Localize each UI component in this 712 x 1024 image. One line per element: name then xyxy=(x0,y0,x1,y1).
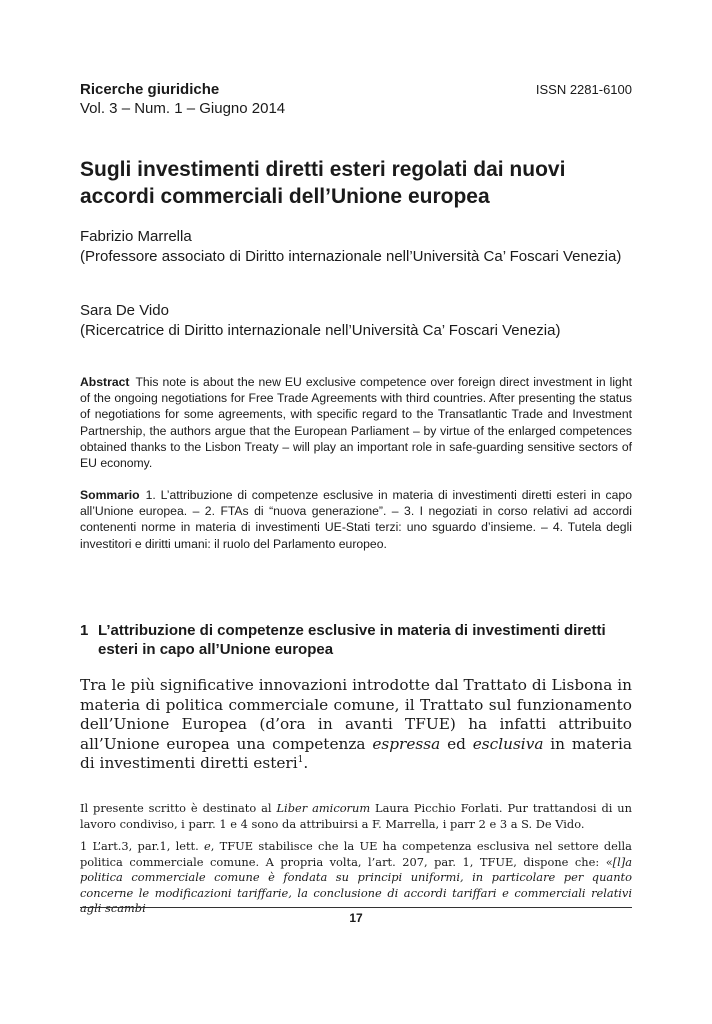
section-heading xyxy=(80,621,632,659)
article-title: Sugli investimenti diretti esteri regolati dai nuovi accordi commerciali dell’Unione europea xyxy=(80,158,566,208)
section-title: L’attribuzione di competenze esclusive in materia di investimenti diretti esteri in capo all’Unione europea xyxy=(98,622,606,658)
body-paragraph xyxy=(80,676,632,774)
footer-rule xyxy=(80,907,632,908)
footnote-text-run: , TFUE stabilisce che la UE ha competenza esclusiva nel settore della politica commerciale comune. A propria volta, l’art. 207, par. 1, TFUE, dispone che: « xyxy=(80,839,632,869)
abstract xyxy=(80,374,632,471)
sommario-label: Sommario xyxy=(80,488,140,502)
body-text-run: . xyxy=(303,754,309,773)
body-text-run: in materia di investimenti diretti esteri xyxy=(80,734,632,773)
body-italic-run: esclusiva xyxy=(472,734,544,753)
table-of-contents xyxy=(80,487,632,552)
author-name: Fabrizio Marrella xyxy=(80,228,192,245)
footnote-italic-run: [l]a politica commerciale comune è fondata su principi uniformi, in particolare per quanto concerne le modificazioni tariffarie, la conclusione di accordi tariffari e commerciali relativi agli scambi xyxy=(80,854,632,916)
author-name: Sara De Vido xyxy=(80,302,169,319)
author-affiliation: (Professore associato di Diritto internazionale nell’Università Ca’ Foscari Venezia) xyxy=(80,248,622,265)
author-block-2 xyxy=(80,301,640,341)
footnote-1 xyxy=(80,839,632,917)
author-note xyxy=(80,801,632,832)
body-italic-run: espressa xyxy=(372,734,441,753)
note-text-run: Il presente scritto è destinato al xyxy=(80,801,277,815)
body-text-run: ed xyxy=(440,734,473,753)
issn: ISSN 2281-6100 xyxy=(535,82,632,97)
author-affiliation: (Ricercatrice di Diritto internazionale nell’Università Ca’ Foscari Venezia) xyxy=(80,322,561,339)
page-number: 17 xyxy=(349,911,363,925)
body-text-run: Tra le più significative innovazioni introdotte dal Trattato di Lisbona in materia di politica commerciale comune, il Trattato sul funzionamento dell’Unione Europea (d’ora in avanti TFUE) ha infatti attribuito all’Unione europea una competenza xyxy=(80,676,632,753)
note-italic-run: Liber amicorum xyxy=(276,801,371,815)
sommario-text: 1. L’attribuzione di competenze esclusive in materia di investimenti diretti esteri in capo all’Unione europea. – 2. FTAs di “nuova generazione”. – 3. I negoziati in corso relativi ad accordi contenenti norme in materia di investimenti UE-Stati terzi: uno sguardo d’insieme. – 4. Tutela degli investitori e diritti umani: il ruolo del Parlamento europeo. xyxy=(80,488,632,551)
author-block-1 xyxy=(80,227,640,267)
footnote-number: 1 xyxy=(80,839,88,853)
abstract-label: Abstract xyxy=(80,375,130,389)
note-text-run: Laura Picchio Forlati. Pur trattandosi di un lavoro condiviso, i parr. 1 e 4 sono da attribuirsi a F. Marrella, i parr 2 e 3 a S. De Vido. xyxy=(80,801,632,831)
journal-header xyxy=(80,80,500,118)
footnote-ref[interactable]: 1 xyxy=(297,755,304,766)
footnote-text-run: L’art.3, par.1, lett. xyxy=(87,839,205,853)
journal-issue: Vol. 3 – Num. 1 – Giugno 2014 xyxy=(80,100,286,117)
abstract-text: This note is about the new EU exclusive competence over foreign direct investment in light of the ongoing negotiations for Free Trade Agreements with third countries. After presenting the status of negotiations for some agreements, with specific regard to the Transatlantic Trade and Investment Partnership, the authors argue that the European Parliament – by virtue of the enlarged competences obtained thanks to the Lisbon Treaty – will play an important role in safe-guarding sensitive sectors of EU economy. xyxy=(80,375,632,471)
journal-name: Ricerche giuridiche xyxy=(80,81,220,98)
footnote-italic-run: e xyxy=(204,839,211,853)
section-number: 1 xyxy=(80,622,89,639)
